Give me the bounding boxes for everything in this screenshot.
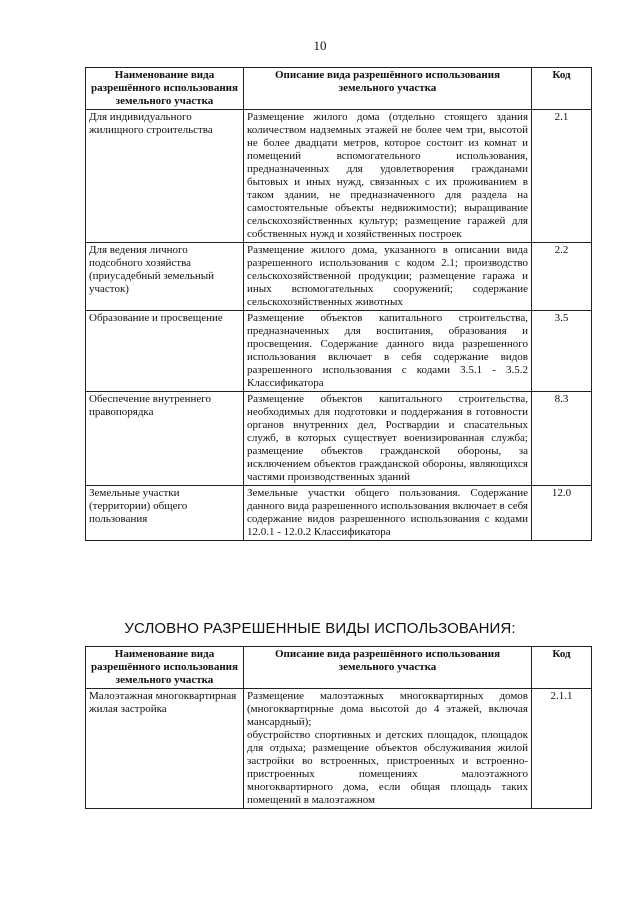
page-number: 10 [313,38,327,53]
header-name: Наименование вида разрешённого использования земельного участка [86,68,244,110]
row-description: Земельные участки общего пользования. Содержание данного вида разрешенного использования включает в себя содержание видов разрешенного использования с кодами 12.0.1 - 12.0.2 Классификатора [244,486,532,541]
row-name: Малоэтажная многоквартирная жилая застройка [86,689,244,809]
table-row [86,486,592,541]
row-description [244,689,532,809]
description-paragraph: обустройство спортивных и детских площадок, площадок для отдыха; размещение объектов обслуживания жилой застройки во встроенных, пристроенных и встроенно-пристроенных помещениях малоэтажного многоквартирного дома, если общая площадь таких помещений в малоэтажном [247,729,528,806]
row-name: Образование и просвещение [86,311,244,392]
header-name: Наименование вида разрешённого использования земельного участка [86,647,244,689]
description-paragraph: Размещение малоэтажных многоквартирных домов (многоквартирные дома высотой до 4 этажей, включая мансардный); [247,690,528,728]
header-description: Описание вида разрешённого использования земельного участка [244,647,532,689]
header-code: Код [532,68,592,110]
table-row [86,311,592,392]
row-description: Размещение жилого дома (отдельно стоящего здания количеством надземных этажей не более чем три, высотой не более двадцати метров, которое состоит из комнат и помещений вспомогательного использования, предназначенных для удовлетворения гражданами бытовых и иных нужд, связанных с их проживанием в таком здании, не предназначенного для раздела на самостоятельные объекты недвижимости); выращивание сельскохозяйственных культур; размещение гаражей для собственных нужд и хозяйственных построек [244,110,532,243]
table-row [86,243,592,311]
conditional-uses-table [85,646,592,809]
table-row [86,392,592,486]
row-name: Для ведения личного подсобного хозяйства (приусадебный земельный участок) [86,243,244,311]
row-code: 2.1 [532,110,592,243]
row-name: Обеспечение внутреннего правопорядка [86,392,244,486]
row-code: 12.0 [532,486,592,541]
permitted-uses-table [85,67,592,541]
table-row [86,110,592,243]
row-code: 2.2 [532,243,592,311]
table-header-row [86,68,592,110]
table-row [86,689,592,809]
row-description: Размещение объектов капитального строительства, необходимых для подготовки и поддержания в готовности органов внутренних дел, Росгвардии и спасательных служб, в которых существует военизированная служба; размещение объектов гражданской обороны, за исключением объектов гражданской обороны, являющихся частями производственных зданий [244,392,532,486]
row-name: Земельные участки (территории) общего пользования [86,486,244,541]
section-heading-conditional-uses: УСЛОВНО РАЗРЕШЕННЫЕ ВИДЫ ИСПОЛЬЗОВАНИЯ: [124,620,516,637]
row-description: Размещение объектов капитального строительства, предназначенных для воспитания, образования и просвещения. Содержание данного вида разрешенного использования включает в себя содержание видов разрешенного использования с кодами 3.5.1 - 3.5.2 Классификатора [244,311,532,392]
header-code: Код [532,647,592,689]
row-code: 8.3 [532,392,592,486]
header-description: Описание вида разрешённого использования земельного участка [244,68,532,110]
row-code: 3.5 [532,311,592,392]
row-code: 2.1.1 [532,689,592,809]
row-name: Для индивидуального жилищного строительства [86,110,244,243]
row-description: Размещение жилого дома, указанного в описании вида разрешенного использования с кодом 2.1; производство сельскохозяйственной продукции; размещение гаража и иных вспомогательных сооружений; содержание сельскохозяйственных животных [244,243,532,311]
table-header-row [86,647,592,689]
